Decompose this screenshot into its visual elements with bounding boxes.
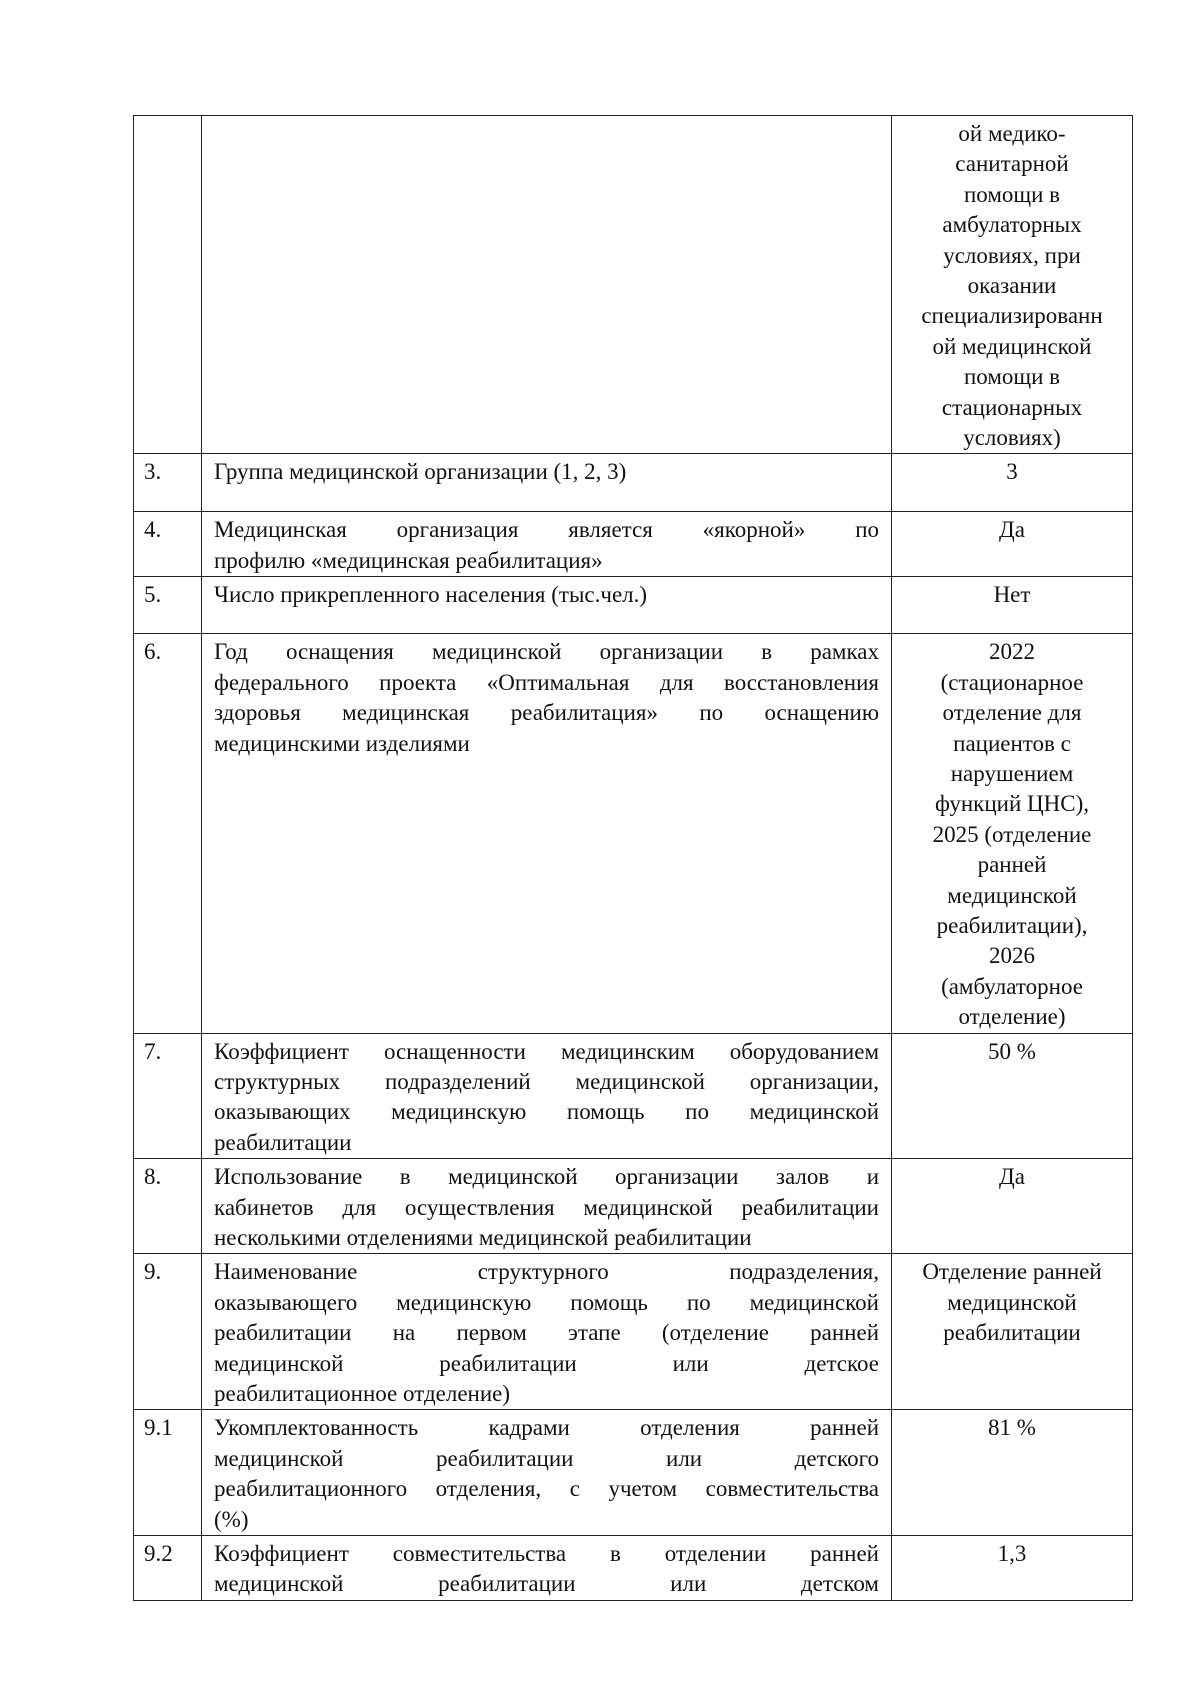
indicator-name [202, 454, 892, 512]
indicator-value-line: условиях, при [943, 242, 1081, 268]
indicator-value-line: 81 % [988, 1415, 1036, 1441]
indicator-value-line: оказании [967, 273, 1057, 299]
indicator-name-line: Наименование структурного подразделения, [214, 1259, 879, 1285]
indicator-value-line: пациентов с [953, 730, 1071, 756]
indicator-value-line: стационарных [941, 394, 1083, 420]
indicator-value [892, 1033, 1133, 1159]
indicator-name-line: несколькими отделениями медицинской реабилитации [214, 1225, 752, 1250]
indicator-name-line: Медицинская организация является «якорной» по [214, 517, 879, 543]
indicator-value-line: ой медико- [958, 121, 1066, 146]
indicator-name [202, 634, 892, 1033]
indicator-value [892, 1159, 1133, 1254]
indicator-name [202, 1536, 892, 1601]
table-row [134, 116, 1133, 454]
table-row [134, 454, 1133, 512]
indicator-value-line: реабилитации [943, 1320, 1081, 1346]
indicator-value-line: 2022 [989, 639, 1035, 665]
indicator-name [202, 1254, 892, 1410]
indicator-name-line: медицинской реабилитации или детском [214, 1571, 879, 1597]
indicator-value-line: отделение) [958, 1004, 1066, 1030]
indicator-name [202, 1159, 892, 1254]
indicator-value-line: ранней [977, 852, 1047, 878]
indicator-value-line: Да [999, 517, 1025, 543]
table-row [134, 1033, 1133, 1159]
indicator-value-line: Да [999, 1164, 1025, 1190]
indicators-table [133, 115, 1133, 1601]
indicator-value-line: 2026 [989, 943, 1035, 969]
indicator-value-line: помощи в [963, 181, 1061, 207]
indicator-name-line: Год оснащения медицинской организации в рамках [214, 639, 879, 665]
indicator-value-line: реабилитации), [936, 912, 1088, 938]
indicator-name [202, 1410, 892, 1536]
indicator-value-line: специализированн [921, 303, 1103, 329]
row-number: 9.1 [134, 1410, 202, 1536]
table-row [134, 1536, 1133, 1601]
indicator-value-line: амбулаторных [942, 212, 1082, 238]
indicator-name-line: Коэффициент оснащенности медицинским оборудованием [214, 1038, 879, 1064]
indicator-value-line: условиях) [963, 425, 1061, 451]
indicator-name-line: Использование в медицинской организации залов и [214, 1164, 879, 1190]
indicator-value-line: 2025 (отделение [932, 821, 1092, 847]
indicator-value-line: медицинской [947, 882, 1077, 908]
indicator-name-line: структурных подразделений медицинской организации, [214, 1068, 879, 1094]
indicator-name-line: Коэффициент совместительства в отделении ранней [214, 1541, 879, 1567]
indicator-value-line: нарушением [950, 760, 1074, 786]
indicator-value-line: 3 [1006, 459, 1018, 485]
row-number: 5. [134, 577, 202, 634]
row-number: 6. [134, 634, 202, 1033]
table-row [134, 512, 1133, 577]
indicator-value [892, 116, 1133, 454]
indicator-value-line: 1,3 [997, 1541, 1027, 1567]
indicator-value-line: (амбулаторное [941, 973, 1083, 999]
indicator-name [202, 116, 892, 454]
indicator-name-line: реабилитации на первом этапе (отделение ранней [214, 1320, 879, 1346]
indicator-name-line: оказывающих медицинскую помощь по медицинской [214, 1099, 879, 1125]
row-number: 4. [134, 512, 202, 577]
indicator-value-line: функций ЦНС), [935, 791, 1089, 817]
indicator-name-line: федерального проекта «Оптимальная для восстановления [214, 669, 879, 695]
table-row [134, 577, 1133, 634]
indicator-value-line: Нет [993, 582, 1031, 608]
indicator-value [892, 1410, 1133, 1536]
indicator-value-line: отделение для [942, 700, 1082, 726]
indicator-name [202, 512, 892, 577]
row-number: 8. [134, 1159, 202, 1254]
row-number: 9. [134, 1254, 202, 1410]
indicator-name-line: реабилитации [214, 1129, 352, 1155]
indicator-name-line: медицинской реабилитации или детское [214, 1350, 879, 1376]
indicator-name-line: Группа медицинской организации (1, 2, 3) [214, 459, 627, 485]
indicator-value-line: санитарной [955, 151, 1069, 177]
indicator-name-line: (%) [214, 1506, 249, 1532]
indicator-value [892, 577, 1133, 634]
table-body [134, 116, 1133, 1601]
indicator-value-line: 50 % [988, 1038, 1036, 1064]
indicator-value-line: помощи в [963, 364, 1061, 390]
indicator-name-line: кабинетов для осуществления медицинской реабилитации [214, 1194, 879, 1220]
table-row [134, 1254, 1133, 1410]
row-number: 9.2 [134, 1536, 202, 1601]
row-number [134, 116, 202, 454]
table-row [134, 634, 1133, 1033]
table-row [134, 1159, 1133, 1254]
indicator-name [202, 1033, 892, 1159]
indicator-name-line: медицинской реабилитации или детского [214, 1445, 879, 1471]
indicator-name-line: здоровья медицинская реабилитация» по оснащению [214, 700, 879, 726]
indicator-name-line: реабилитационное отделение) [214, 1381, 511, 1407]
table-row [134, 1410, 1133, 1536]
indicator-value-line: (стационарное [940, 669, 1084, 695]
indicator-value-line: медицинской [947, 1289, 1077, 1315]
row-number: 3. [134, 454, 202, 512]
indicator-value [892, 454, 1133, 512]
indicator-name-line: Укомплектованность кадрами отделения ранней [214, 1415, 879, 1441]
indicator-value-line: ой медицинской [932, 333, 1092, 359]
indicator-value [892, 1536, 1133, 1601]
indicator-name [202, 577, 892, 634]
indicator-value-line: Отделение ранней [922, 1259, 1102, 1285]
indicator-name-line: реабилитационного отделения, с учетом совместительства [214, 1476, 879, 1502]
row-number: 7. [134, 1033, 202, 1159]
indicator-value [892, 1254, 1133, 1410]
indicator-name-line: оказывающего медицинскую помощь по медицинской [214, 1289, 879, 1315]
indicator-name-line: медицинскими изделиями [214, 730, 470, 756]
indicator-value [892, 512, 1133, 577]
indicator-value [892, 634, 1133, 1033]
indicator-name-line: Число прикрепленного населения (тыс.чел.) [214, 582, 648, 608]
indicator-name-line: профилю «медицинская реабилитация» [214, 547, 603, 573]
